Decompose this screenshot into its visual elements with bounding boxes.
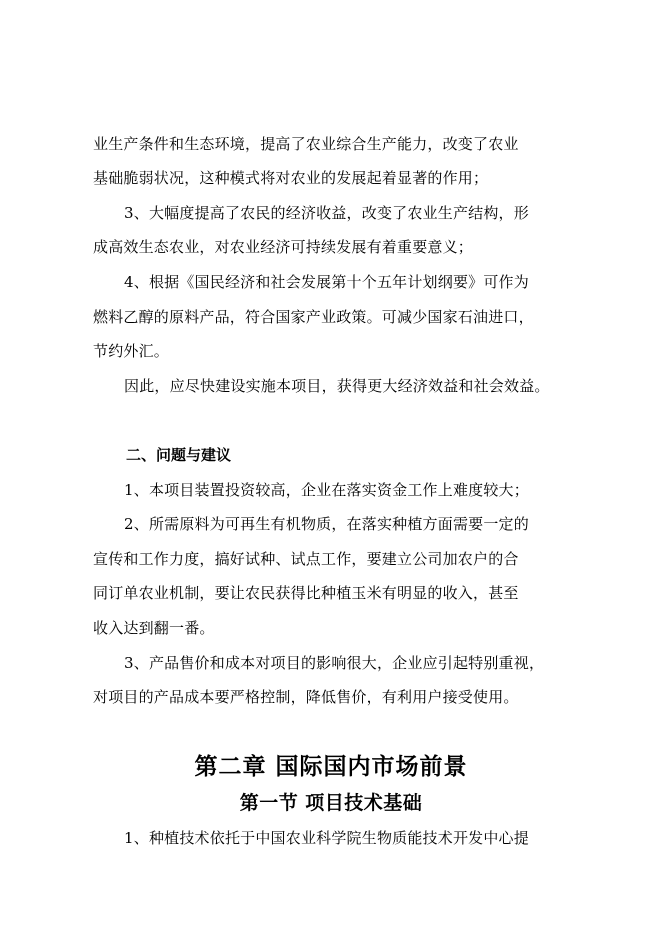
chapter-title: 第二章 国际国内市场前景 — [194, 753, 468, 780]
paragraph-line: 成高效生态农业，对农业经济可持续发展有着重要意义； — [93, 238, 474, 256]
paragraph-line: 节约外汇。 — [93, 342, 170, 360]
section-heading: 二、问题与建议 — [126, 446, 232, 464]
paragraph-line: 3、产品售价和成本对项目的影响很大，企业应引起特别重视， — [124, 654, 545, 672]
paragraph-line: 宣传和工作力度，搞好试种、试点工作，要建立公司加农户的合 — [93, 550, 519, 568]
paragraph-line: 3、大幅度提高了农民的经济收益，改变了农业生产结构，形 — [124, 204, 529, 222]
paragraph-line: 1、本项目装置投资较高，企业在落实资金工作上难度较大； — [124, 481, 529, 499]
section-title: 第一节 项目技术基础 — [239, 792, 423, 814]
paragraph-line: 4、根据《国民经济和社会发展第十个五年计划纲要》可作为 — [124, 273, 529, 291]
paragraph-line: 业生产条件和生态环境，提高了农业综合生产能力，改变了农业 — [93, 135, 519, 153]
paragraph-line: 2、所需原料为可再生有机物质，在落实种植方面需要一定的 — [124, 515, 529, 533]
paragraph-line: 1、种植技术依托于中国农业科学院生物质能技术开发中心提 — [124, 829, 529, 847]
paragraph-line: 对项目的产品成本要严格控制，降低售价，有利用户接受使用。 — [93, 688, 519, 706]
paragraph-line: 基础脆弱状况，这种模式将对农业的发展起着显著的作用； — [93, 169, 489, 187]
paragraph-line: 收入达到翻一番。 — [93, 619, 215, 637]
paragraph-line: 同订单农业机制，要让农民获得比种植玉米有明显的收入，甚至 — [93, 584, 519, 602]
paragraph-line: 燃料乙醇的原料产品，符合国家产业政策。可减少国家石油进口， — [93, 308, 534, 326]
paragraph-line: 因此，应尽快建设实施本项目，获得更大经济效益和社会效益。 — [124, 377, 550, 395]
